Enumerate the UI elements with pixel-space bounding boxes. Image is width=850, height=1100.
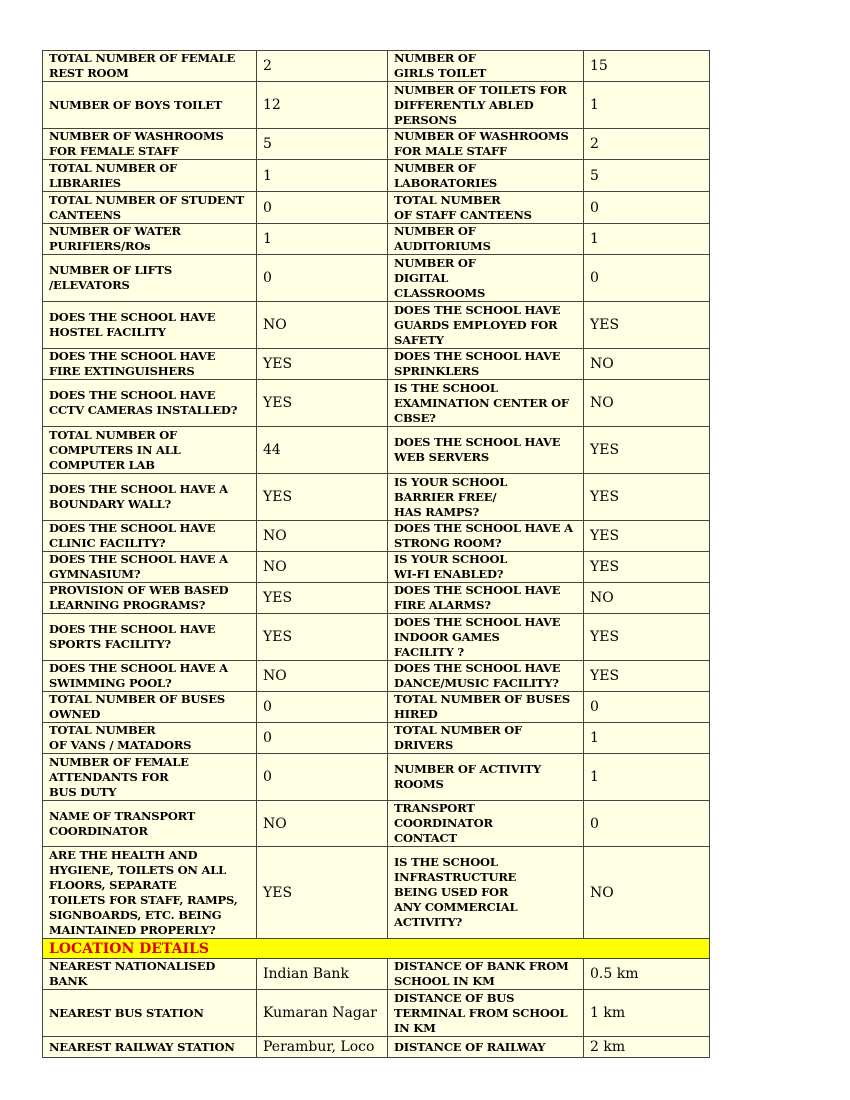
- facility-value-left: 0: [257, 192, 388, 224]
- location-details-heading: LOCATION DETAILS: [43, 939, 710, 959]
- facility-row: [43, 192, 710, 224]
- facility-label-left: NUMBER OF BOYS TOILET: [43, 82, 257, 129]
- facility-label-left: TOTAL NUMBER OF BUSES OWNED: [43, 692, 257, 723]
- facility-label-left: NAME OF TRANSPORT COORDINATOR: [43, 801, 257, 847]
- facility-label-left: PROVISION OF WEB BASED LEARNING PROGRAMS?: [43, 583, 257, 614]
- facility-row: [43, 801, 710, 847]
- facility-label-right: NUMBER OF AUDITORIUMS: [388, 224, 584, 255]
- facility-label-left: NUMBER OF WASHROOMS FOR FEMALE STAFF: [43, 129, 257, 160]
- school-facilities-table: [42, 50, 710, 1058]
- facility-value-left: 1: [257, 160, 388, 192]
- facility-label-left: DOES THE SCHOOL HAVE A SWIMMING POOL?: [43, 661, 257, 692]
- facility-row: [43, 224, 710, 255]
- facility-value-right: 0: [584, 192, 710, 224]
- facility-row: [43, 583, 710, 614]
- facility-row: [43, 380, 710, 427]
- facility-value-right: YES: [584, 521, 710, 552]
- facility-value-left: NO: [257, 552, 388, 583]
- facility-value-left: 0: [257, 692, 388, 723]
- facility-label-left: DOES THE SCHOOL HAVE SPORTS FACILITY?: [43, 614, 257, 661]
- facility-label-left: TOTAL NUMBER OF LIBRARIES: [43, 160, 257, 192]
- facility-row: [43, 847, 710, 939]
- facility-label-right: IS YOUR SCHOOL BARRIER FREE/ HAS RAMPS?: [388, 474, 584, 521]
- facility-value-right: 1: [584, 754, 710, 801]
- facility-value-right: YES: [584, 661, 710, 692]
- facility-value-left: 0: [257, 754, 388, 801]
- facility-label-left: TOTAL NUMBER OF VANS / MATADORS: [43, 723, 257, 754]
- facility-label-right: TOTAL NUMBER OF STAFF CANTEENS: [388, 192, 584, 224]
- facility-value-right: NO: [584, 349, 710, 380]
- facility-row: [43, 552, 710, 583]
- facility-label-left: NUMBER OF FEMALE ATTENDANTS FOR BUS DUTY: [43, 754, 257, 801]
- facility-label-left: DOES THE SCHOOL HAVE A BOUNDARY WALL?: [43, 474, 257, 521]
- facility-label-left: NUMBER OF LIFTS /ELEVATORS: [43, 255, 257, 302]
- facility-value-right: 5: [584, 160, 710, 192]
- location-label-left: NEAREST RAILWAY STATION: [43, 1037, 257, 1058]
- facility-value-left: 0: [257, 255, 388, 302]
- facility-row: [43, 427, 710, 474]
- location-header-row: [43, 939, 710, 959]
- facility-row: [43, 692, 710, 723]
- facility-row: [43, 302, 710, 349]
- facility-value-left: NO: [257, 661, 388, 692]
- location-label-right: DISTANCE OF BANK FROM SCHOOL IN KM: [388, 959, 584, 990]
- facility-value-left: 44: [257, 427, 388, 474]
- facility-value-right: 0: [584, 255, 710, 302]
- facility-value-left: 12: [257, 82, 388, 129]
- facility-label-left: NUMBER OF WATER PURIFIERS/ROs: [43, 224, 257, 255]
- facility-label-left: DOES THE SCHOOL HAVE FIRE EXTINGUISHERS: [43, 349, 257, 380]
- location-rows: [43, 959, 710, 1058]
- location-value-left: Indian Bank: [257, 959, 388, 990]
- facility-row: [43, 82, 710, 129]
- location-label-right: DISTANCE OF RAILWAY: [388, 1037, 584, 1058]
- facility-value-right: YES: [584, 552, 710, 583]
- facility-value-right: 1: [584, 224, 710, 255]
- facility-value-right: YES: [584, 302, 710, 349]
- location-label-right: DISTANCE OF BUS TERMINAL FROM SCHOOL IN KM: [388, 990, 584, 1037]
- facility-label-right: NUMBER OF WASHROOMS FOR MALE STAFF: [388, 129, 584, 160]
- facility-label-right: NUMBER OF DIGITAL CLASSROOMS: [388, 255, 584, 302]
- facility-label-left: DOES THE SCHOOL HAVE A GYMNASIUM?: [43, 552, 257, 583]
- facility-value-right: 1: [584, 82, 710, 129]
- facility-value-left: YES: [257, 380, 388, 427]
- facility-value-left: YES: [257, 349, 388, 380]
- facility-label-right: DOES THE SCHOOL HAVE DANCE/MUSIC FACILITY?: [388, 661, 584, 692]
- facility-row: [43, 129, 710, 160]
- location-value-left: Perambur, Loco: [257, 1037, 388, 1058]
- location-label-left: NEAREST BUS STATION: [43, 990, 257, 1037]
- facility-value-right: 0: [584, 801, 710, 847]
- facility-row: [43, 521, 710, 552]
- facility-value-right: YES: [584, 614, 710, 661]
- facility-value-right: YES: [584, 427, 710, 474]
- facility-row: [43, 614, 710, 661]
- facility-value-right: NO: [584, 847, 710, 939]
- facility-label-right: NUMBER OF ACTIVITY ROOMS: [388, 754, 584, 801]
- location-value-right: 2 km: [584, 1037, 710, 1058]
- facility-label-left: TOTAL NUMBER OF COMPUTERS IN ALL COMPUTER LAB: [43, 427, 257, 474]
- facility-rows: [43, 51, 710, 939]
- facility-row: [43, 754, 710, 801]
- facility-row: [43, 723, 710, 754]
- facility-label-right: NUMBER OF GIRLS TOILET: [388, 51, 584, 82]
- facility-label-right: IS THE SCHOOL EXAMINATION CENTER OF CBSE?: [388, 380, 584, 427]
- location-value-right: 1 km: [584, 990, 710, 1037]
- facility-label-right: TOTAL NUMBER OF DRIVERS: [388, 723, 584, 754]
- location-label-left: NEAREST NATIONALISED BANK: [43, 959, 257, 990]
- facility-value-left: 5: [257, 129, 388, 160]
- location-row: [43, 990, 710, 1037]
- facility-row: [43, 160, 710, 192]
- facility-label-left: DOES THE SCHOOL HAVE CLINIC FACILITY?: [43, 521, 257, 552]
- facility-label-right: DOES THE SCHOOL HAVE WEB SERVERS: [388, 427, 584, 474]
- facility-row: [43, 474, 710, 521]
- facility-value-left: YES: [257, 474, 388, 521]
- location-row: [43, 959, 710, 990]
- facility-value-right: 1: [584, 723, 710, 754]
- facility-value-left: NO: [257, 302, 388, 349]
- location-value-right: 0.5 km: [584, 959, 710, 990]
- facility-value-left: 2: [257, 51, 388, 82]
- facility-label-left: DOES THE SCHOOL HAVE CCTV CAMERAS INSTALLED?: [43, 380, 257, 427]
- facility-value-left: YES: [257, 583, 388, 614]
- facility-value-left: NO: [257, 801, 388, 847]
- facility-label-right: DOES THE SCHOOL HAVE INDOOR GAMES FACILITY ?: [388, 614, 584, 661]
- facility-label-right: DOES THE SCHOOL HAVE SPRINKLERS: [388, 349, 584, 380]
- facility-value-left: YES: [257, 614, 388, 661]
- facility-label-right: TOTAL NUMBER OF BUSES HIRED: [388, 692, 584, 723]
- facility-row: [43, 349, 710, 380]
- facility-label-right: IS YOUR SCHOOL WI-FI ENABLED?: [388, 552, 584, 583]
- location-row: [43, 1037, 710, 1058]
- facility-value-left: 0: [257, 723, 388, 754]
- facility-label-right: DOES THE SCHOOL HAVE GUARDS EMPLOYED FOR SAFETY: [388, 302, 584, 349]
- facility-value-right: YES: [584, 474, 710, 521]
- facility-row: [43, 51, 710, 82]
- location-section: [43, 939, 710, 959]
- facility-label-right: DOES THE SCHOOL HAVE A STRONG ROOM?: [388, 521, 584, 552]
- facility-label-left: TOTAL NUMBER OF FEMALE REST ROOM: [43, 51, 257, 82]
- facility-value-right: 15: [584, 51, 710, 82]
- facility-value-right: NO: [584, 583, 710, 614]
- facility-value-right: 0: [584, 692, 710, 723]
- facility-label-right: NUMBER OF TOILETS FOR DIFFERENTLY ABLED PERSONS: [388, 82, 584, 129]
- facility-label-right: IS THE SCHOOL INFRASTRUCTURE BEING USED FOR ANY COMMERCIAL ACTIVITY?: [388, 847, 584, 939]
- location-value-left: Kumaran Nagar: [257, 990, 388, 1037]
- facility-row: [43, 255, 710, 302]
- facility-value-left: NO: [257, 521, 388, 552]
- facility-value-right: 2: [584, 129, 710, 160]
- facility-label-right: NUMBER OF LABORATORIES: [388, 160, 584, 192]
- facility-value-right: NO: [584, 380, 710, 427]
- facility-label-left: TOTAL NUMBER OF STUDENT CANTEENS: [43, 192, 257, 224]
- facility-value-left: 1: [257, 224, 388, 255]
- facility-row: [43, 661, 710, 692]
- facility-label-right: DOES THE SCHOOL HAVE FIRE ALARMS?: [388, 583, 584, 614]
- facility-label-left: ARE THE HEALTH AND HYGIENE, TOILETS ON ALL FLOORS, SEPARATE TOILETS FOR STAFF, RAMPS, SIGNBOARDS, ETC. BEING MAINTAINED PROPERLY?: [43, 847, 257, 939]
- facility-label-left: DOES THE SCHOOL HAVE HOSTEL FACILITY: [43, 302, 257, 349]
- facility-value-left: YES: [257, 847, 388, 939]
- facility-label-right: TRANSPORT COORDINATOR CONTACT: [388, 801, 584, 847]
